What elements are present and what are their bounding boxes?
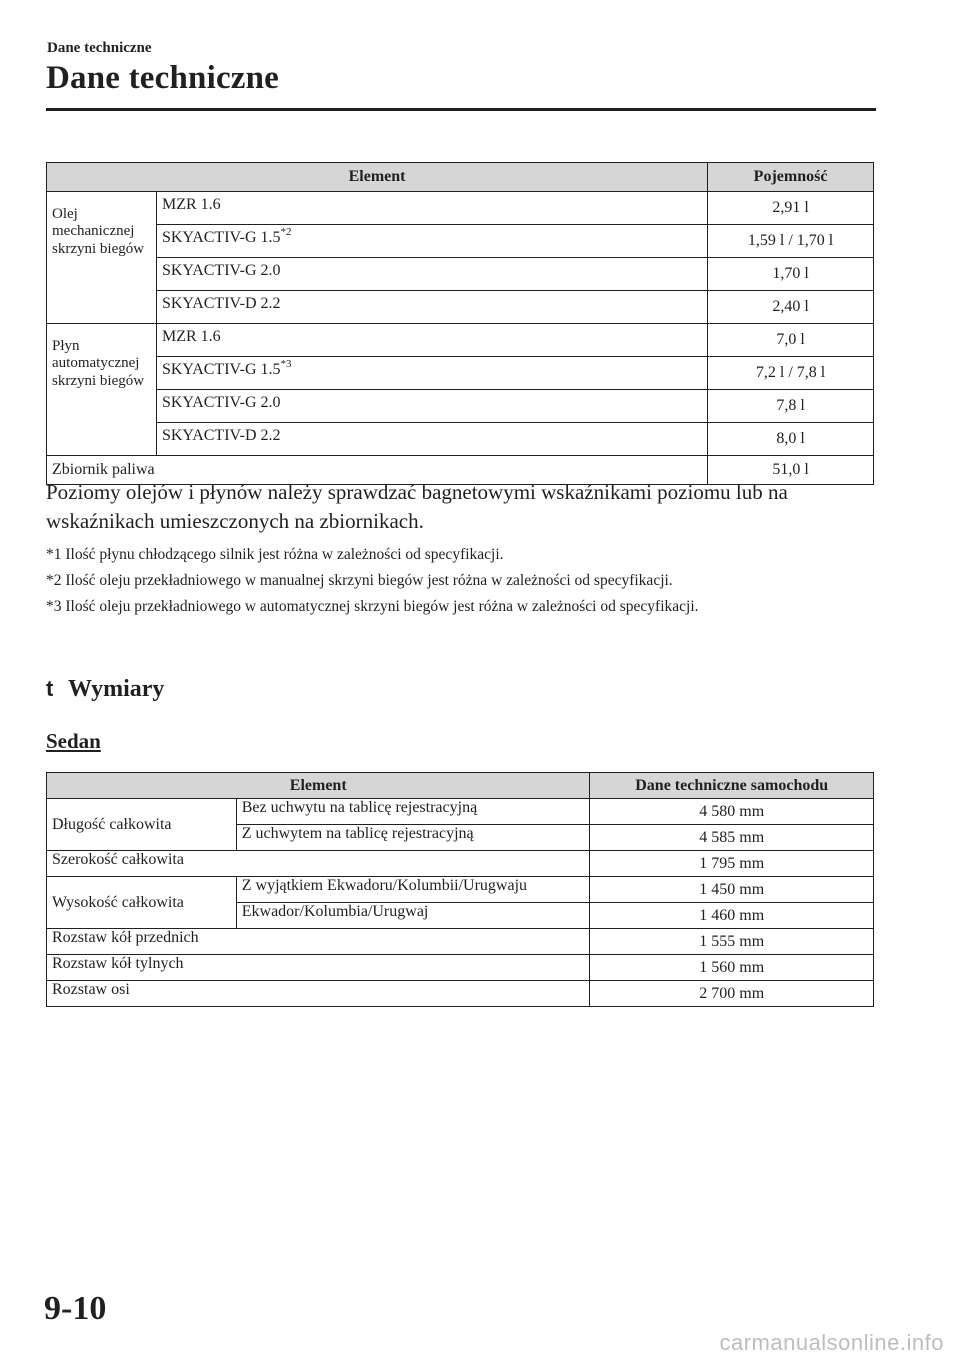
row-value: 1,70 l bbox=[708, 258, 874, 291]
row-item: SKYACTIV-G 2.0 bbox=[156, 258, 707, 291]
row-item: MZR 1.6 bbox=[156, 192, 707, 225]
row-value: 7,0 l bbox=[708, 324, 874, 357]
row-value: 1 450 mm bbox=[590, 877, 874, 903]
subsection-heading: Sedan bbox=[46, 729, 101, 753]
row-value: 1 460 mm bbox=[590, 903, 874, 929]
row-value: 2,40 l bbox=[708, 291, 874, 324]
table-row bbox=[47, 357, 874, 390]
page-number: 9-10 bbox=[44, 1290, 107, 1327]
column-header-element: Element bbox=[47, 163, 708, 192]
row-value: 2,91 l bbox=[708, 192, 874, 225]
fuel-tank-label: Zbiornik paliwa bbox=[47, 456, 708, 485]
table-row bbox=[47, 390, 874, 423]
row-value: 7,8 l bbox=[708, 390, 874, 423]
table-row bbox=[47, 324, 874, 357]
table-row bbox=[47, 851, 874, 877]
table-row bbox=[47, 423, 874, 456]
section-marker: t bbox=[46, 676, 54, 701]
section-heading bbox=[46, 676, 164, 703]
footnote-ref: *2 bbox=[280, 225, 292, 238]
running-header: Dane techniczne bbox=[47, 40, 152, 56]
row-value: 4 580 mm bbox=[590, 799, 874, 825]
table-header-row bbox=[47, 773, 874, 799]
footnote-ref: *3 bbox=[280, 357, 292, 370]
group-label-automatic-fluid: Płyn automatycznej skrzyni biegów bbox=[47, 324, 157, 456]
table-row bbox=[47, 192, 874, 225]
rear-track-label: Rozstaw kół tylnych bbox=[47, 955, 590, 981]
row-item: SKYACTIV-G 1.5$^{*3}$ bbox=[156, 357, 707, 390]
table-header-row bbox=[47, 163, 874, 192]
check-levels-paragraph: Poziomy olejów i płynów należy sprawdzać bagnetowymi wskaźnikami poziomu lub na wskaźnikach umieszczonych na zbiornikach. bbox=[46, 480, 788, 533]
row-value: 7,2 l / 7,8 l bbox=[708, 357, 874, 390]
group-label-manual-oil: Olej mechanicznej skrzyni biegów bbox=[47, 192, 157, 324]
footnote-2: *2 Ilość oleju przekładniowego w manualnej skrzyni biegów jest różna w zależności od specyfikacji. bbox=[46, 572, 673, 589]
rear-track-value: 1 560 mm bbox=[590, 955, 874, 981]
table-row bbox=[47, 877, 874, 903]
row-item: Z uchwytem na tablicę rejestracyjną bbox=[236, 825, 590, 851]
table-row bbox=[47, 225, 874, 258]
row-value: 8,0 l bbox=[708, 423, 874, 456]
table-row bbox=[47, 955, 874, 981]
row-item: SKYACTIV-D 2.2 bbox=[156, 423, 707, 456]
row-item: MZR 1.6 bbox=[156, 324, 707, 357]
fluid-capacity-table bbox=[46, 162, 874, 485]
table-row bbox=[47, 929, 874, 955]
row-item: Bez uchwytu na tablicę rejestracyjną bbox=[236, 799, 590, 825]
row-item: SKYACTIV-G 2.0 bbox=[156, 390, 707, 423]
row-value: 4 585 mm bbox=[590, 825, 874, 851]
table-row bbox=[47, 258, 874, 291]
row-item: Z wyjątkiem Ekwadoru/Kolumbii/Urugwaju bbox=[236, 877, 590, 903]
front-track-value: 1 555 mm bbox=[590, 929, 874, 955]
height-label: Wysokość całkowita bbox=[47, 877, 237, 929]
width-label: Szerokość całkowita bbox=[47, 851, 590, 877]
dimensions-table bbox=[46, 772, 874, 1007]
section-title: Wymiary bbox=[68, 676, 165, 702]
table-row bbox=[47, 981, 874, 1007]
row-item: SKYACTIV-D 2.2 bbox=[156, 291, 707, 324]
column-header-spec: Dane techniczne samochodu bbox=[590, 773, 874, 799]
column-header-element: Element bbox=[47, 773, 590, 799]
footnote-3: *3 Ilość oleju przekładniowego w automatycznej skrzyni biegów jest różna w zależności od specyfikacji. bbox=[46, 598, 699, 615]
fuel-tank-value: 51,0 l bbox=[708, 456, 874, 485]
wheelbase-value: 2 700 mm bbox=[590, 981, 874, 1007]
front-track-label: Rozstaw kół przednich bbox=[47, 929, 590, 955]
page-title: Dane techniczne bbox=[46, 60, 280, 96]
wheelbase-label: Rozstaw osi bbox=[47, 981, 590, 1007]
watermark: carmanualsonline.info bbox=[719, 1330, 944, 1355]
table-row bbox=[47, 291, 874, 324]
row-item: SKYACTIV-G 1.5$^{*2}$ bbox=[156, 225, 707, 258]
table-row bbox=[47, 799, 874, 825]
title-divider bbox=[46, 108, 876, 111]
row-value: 1,59 l / 1,70 l bbox=[708, 225, 874, 258]
footnote-1: *1 Ilość płynu chłodzącego silnik jest różna w zależności od specyfikacji. bbox=[46, 546, 504, 563]
row-item: Ekwador/Kolumbia/Urugwaj bbox=[236, 903, 590, 929]
column-header-capacity: Pojemność bbox=[708, 163, 874, 192]
width-value: 1 795 mm bbox=[590, 851, 874, 877]
length-label: Długość całkowita bbox=[47, 799, 237, 851]
